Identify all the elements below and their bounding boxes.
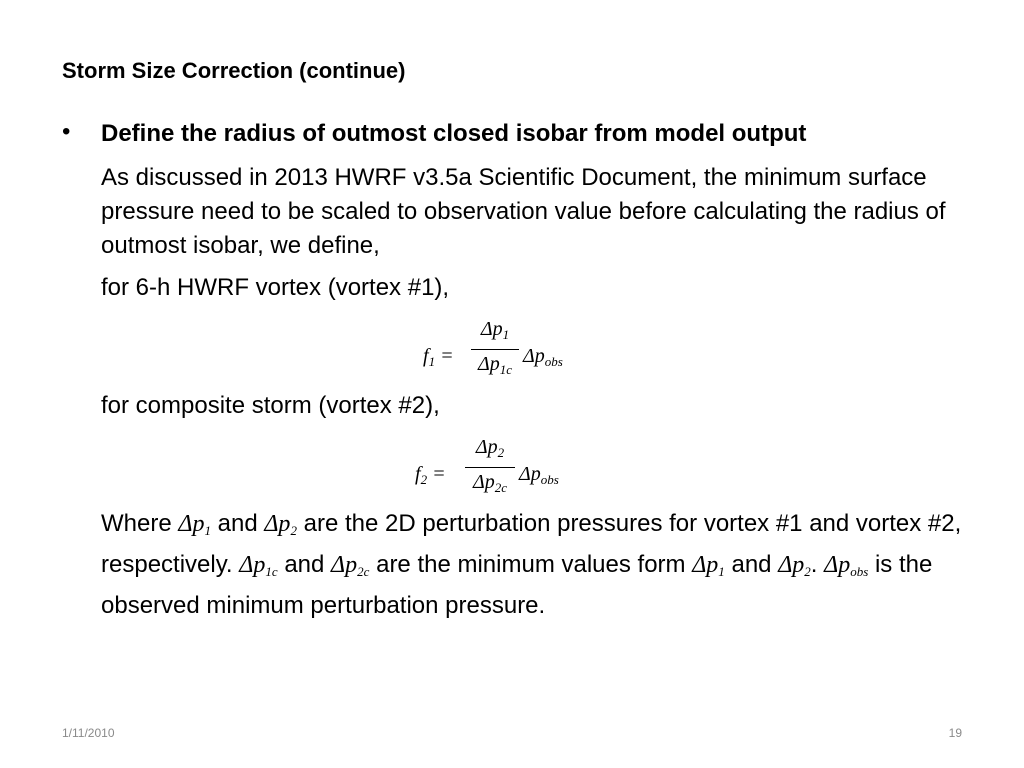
def-math-dp1-sub: 1 bbox=[204, 523, 211, 538]
def-math-dp1-base: Δp bbox=[178, 511, 205, 537]
paragraph-intro: As discussed in 2013 HWRF v3.5a Scientific Document, the minimum surface pressure need to be scaled to observation value before calculating the radius of outmost isobar, we define, bbox=[101, 164, 946, 259]
equation-f1-lhs bbox=[423, 339, 454, 379]
def-math-dp2c-base: Δp bbox=[331, 552, 358, 578]
eq1-numerator bbox=[471, 317, 519, 347]
def-math-dp2c bbox=[331, 552, 369, 578]
page-number: 19 bbox=[948, 726, 962, 740]
slide-body bbox=[101, 117, 981, 631]
def-math-dp1c-base: Δp bbox=[239, 552, 266, 578]
def-math-dp2-b-sub: 2 bbox=[804, 564, 811, 579]
eq2-rhs-text: Δp bbox=[519, 463, 541, 485]
paragraph-vortex1: for 6-h HWRF vortex (vortex #1), bbox=[101, 274, 450, 301]
eq2-f: f bbox=[415, 463, 421, 485]
def-math-dp1-b bbox=[692, 552, 725, 578]
def-math-dp1-b-base: Δp bbox=[692, 552, 719, 578]
slide-title: Storm Size Correction (continue) bbox=[62, 58, 406, 83]
paragraph-vortex2: for composite storm (vortex #2), bbox=[101, 392, 440, 419]
bullet-marker: • bbox=[62, 118, 71, 145]
def-text-5: are the minimum values form bbox=[369, 551, 693, 578]
eq1-denominator bbox=[471, 352, 519, 382]
bullet-heading: Define the radius of outmost closed isobar from model output bbox=[101, 120, 807, 147]
equation-f2-lhs bbox=[415, 457, 446, 497]
def-math-dp2c-sub: 2c bbox=[357, 564, 370, 579]
equation-f1-rhs bbox=[523, 339, 563, 379]
eq1-f-sub: 1 bbox=[428, 354, 436, 369]
eq1-num-sub: 1 bbox=[502, 327, 510, 342]
def-text-6: and bbox=[724, 551, 779, 578]
def-text-4: and bbox=[277, 551, 332, 578]
eq1-den-text: Δp bbox=[477, 353, 500, 375]
def-math-dpobs-base: Δp bbox=[824, 552, 851, 578]
eq2-rhs-sub: obs bbox=[540, 472, 559, 487]
eq1-fraction-bar bbox=[471, 349, 519, 350]
eq2-fraction-bar bbox=[465, 467, 515, 468]
paragraph-definitions bbox=[101, 507, 981, 623]
eq2-denominator bbox=[465, 470, 515, 500]
eq2-f-sub: 2 bbox=[420, 472, 428, 487]
def-math-dp1 bbox=[178, 511, 211, 537]
eq1-den-sub: 1c bbox=[499, 362, 513, 377]
def-text-7: . bbox=[810, 551, 825, 578]
eq1-rhs-text: Δp bbox=[523, 345, 545, 367]
def-math-dp2 bbox=[264, 511, 297, 537]
def-math-dp1c bbox=[239, 552, 277, 578]
def-text-1: Where bbox=[101, 510, 179, 537]
def-math-dpobs bbox=[824, 552, 868, 578]
def-text-3: are the 2D perturbation pressures for vortex #1 and vortex #2, respectively. bbox=[101, 510, 962, 578]
def-math-dp2-b-base: Δp bbox=[778, 552, 805, 578]
eq2-den-sub: 2c bbox=[494, 480, 508, 495]
def-math-dpobs-sub: obs bbox=[850, 564, 869, 579]
footer-date: 1/11/2010 bbox=[62, 726, 115, 740]
def-math-dp1-b-sub: 1 bbox=[718, 564, 725, 579]
equation-f2-rhs bbox=[519, 457, 559, 497]
def-math-dp2-b bbox=[778, 552, 811, 578]
eq2-num-text: Δp bbox=[475, 436, 498, 458]
def-text-2: and bbox=[210, 510, 265, 537]
eq2-equals: = bbox=[432, 463, 446, 485]
eq1-num-text: Δp bbox=[480, 318, 503, 340]
equation-f2 bbox=[101, 431, 981, 507]
eq2-den-text: Δp bbox=[472, 471, 495, 493]
eq1-f: f bbox=[423, 345, 429, 367]
equation-f1-fraction bbox=[471, 317, 519, 382]
equation-f2-fraction bbox=[465, 435, 515, 500]
def-math-dp2-base: Δp bbox=[264, 511, 291, 537]
def-text-8: is the observed minimum perturbation pressure. bbox=[101, 551, 933, 619]
equation-f1 bbox=[101, 313, 981, 389]
eq1-rhs-sub: obs bbox=[544, 354, 563, 369]
eq2-num-sub: 2 bbox=[497, 445, 505, 460]
eq1-equals: = bbox=[440, 345, 454, 367]
def-math-dp2-sub: 2 bbox=[290, 523, 297, 538]
def-math-dp1c-sub: 1c bbox=[265, 564, 278, 579]
eq2-numerator bbox=[465, 435, 515, 465]
